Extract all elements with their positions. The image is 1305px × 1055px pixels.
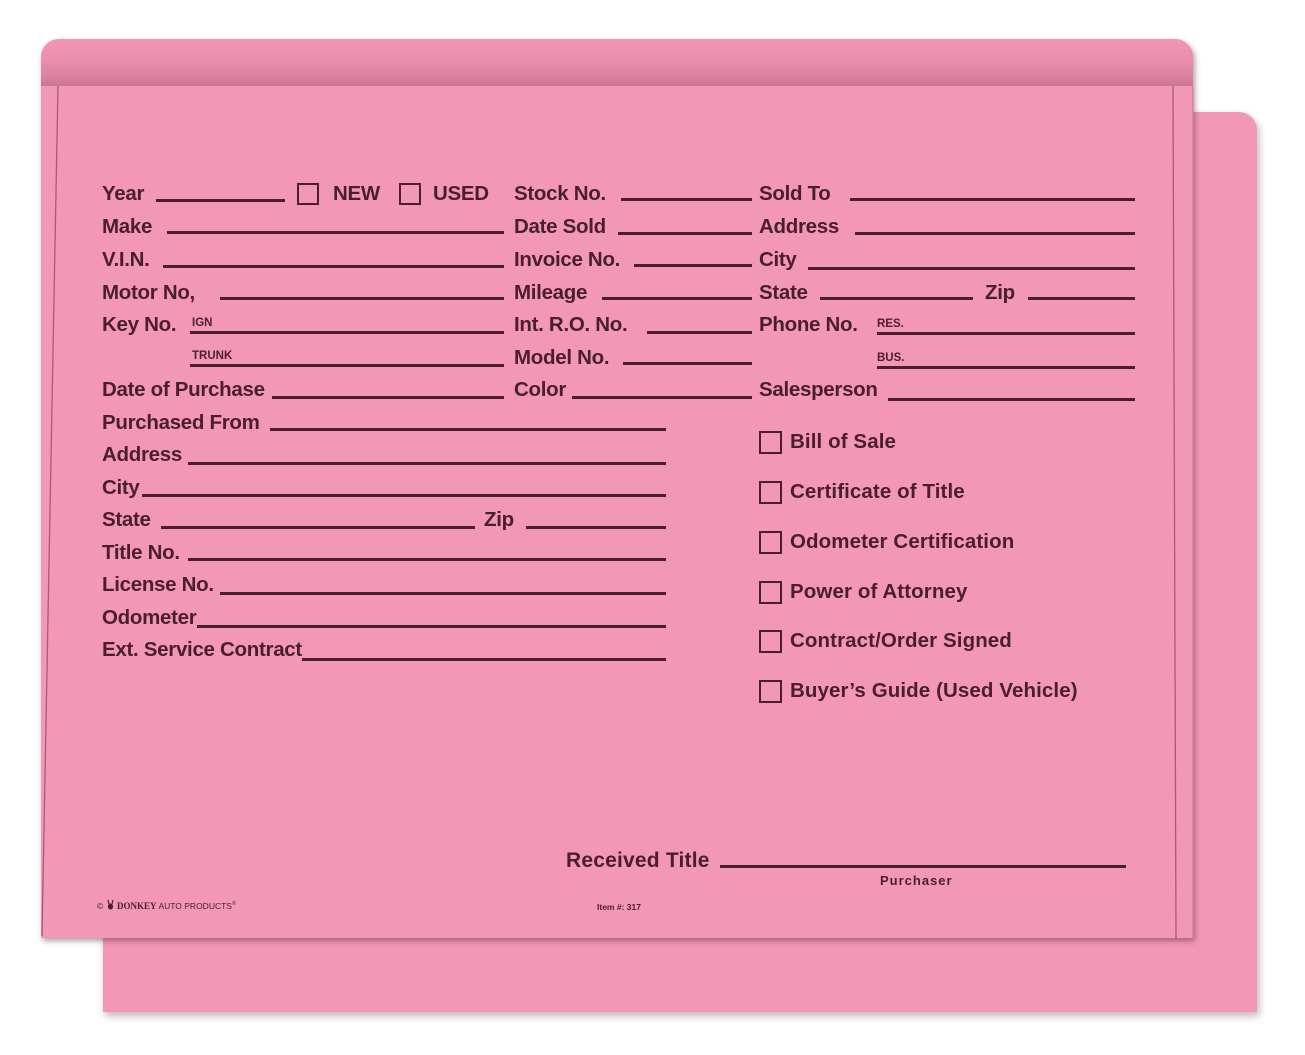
copyright-symbol: © xyxy=(97,901,104,911)
make-label: Make xyxy=(102,215,153,238)
trademark-symbol: ® xyxy=(231,901,236,908)
mileage-label: Mileage xyxy=(514,281,588,304)
received-title-label: Received Title xyxy=(566,849,710,872)
donkey-logo-icon xyxy=(106,900,115,910)
model-no-field[interactable] xyxy=(623,362,752,365)
brand-name: DONKEY xyxy=(117,901,157,911)
sold-to-label: Sold To xyxy=(759,182,831,205)
bill-of-sale-checkbox[interactable] xyxy=(759,431,782,454)
seller-city-field[interactable] xyxy=(142,494,666,497)
folder-top-flap xyxy=(41,39,1193,86)
motor-no-label: Motor No, xyxy=(102,281,195,304)
vin-label: V.I.N. xyxy=(102,248,150,271)
seller-zip-field[interactable] xyxy=(526,526,666,529)
seller-zip-label: Zip xyxy=(484,508,514,531)
item-number: Item #: 317 xyxy=(597,902,641,912)
trunk-label: TRUNK xyxy=(192,350,233,362)
certificate-of-title-checkbox[interactable] xyxy=(759,481,782,504)
used-checkbox[interactable] xyxy=(399,183,421,205)
trunk-key-field[interactable] xyxy=(190,364,504,367)
date-sold-label: Date Sold xyxy=(514,215,606,238)
power-of-attorney-checkbox[interactable] xyxy=(759,581,782,604)
invoice-no-label: Invoice No. xyxy=(514,248,621,271)
stock-no-field[interactable] xyxy=(621,198,752,201)
brand-mark xyxy=(97,900,236,911)
buyer-state-label: State xyxy=(759,281,808,304)
int-ro-no-field[interactable] xyxy=(647,331,752,334)
key-no-label: Key No. xyxy=(102,313,177,336)
seller-state-field[interactable] xyxy=(161,526,475,529)
color-label: Color xyxy=(514,378,567,401)
vin-field[interactable] xyxy=(163,265,504,268)
new-label: NEW xyxy=(333,182,380,205)
buyers-guide-label: Buyer’s Guide (Used Vehicle) xyxy=(790,679,1078,702)
color-field[interactable] xyxy=(572,396,752,399)
year-field[interactable] xyxy=(156,199,285,202)
license-no-label: License No. xyxy=(102,573,214,596)
new-checkbox[interactable] xyxy=(297,183,319,205)
seller-address-field[interactable] xyxy=(188,462,666,465)
date-of-purchase-field[interactable] xyxy=(272,396,504,399)
make-field[interactable] xyxy=(167,231,504,234)
buyer-address-label: Address xyxy=(759,215,839,238)
res-label: RES. xyxy=(877,318,904,330)
stock-no-label: Stock No. xyxy=(514,182,606,205)
phone-bus-field[interactable] xyxy=(877,366,1135,369)
contract-order-signed-label: Contract/Order Signed xyxy=(790,629,1012,652)
purchased-from-field[interactable] xyxy=(270,428,666,431)
date-of-purchase-label: Date of Purchase xyxy=(102,378,265,401)
bus-label: BUS. xyxy=(877,352,905,364)
motor-no-field[interactable] xyxy=(220,297,504,300)
buyer-city-field[interactable] xyxy=(808,267,1135,270)
invoice-no-field[interactable] xyxy=(634,264,752,267)
buyer-city-label: City xyxy=(759,248,797,271)
used-label: USED xyxy=(433,182,489,205)
salesperson-label: Salesperson xyxy=(759,378,878,401)
buyer-zip-field[interactable] xyxy=(1028,297,1135,300)
int-ro-no-label: Int. R.O. No. xyxy=(514,313,628,336)
model-no-label: Model No. xyxy=(514,346,610,369)
ext-service-contract-field[interactable] xyxy=(302,658,666,661)
power-of-attorney-label: Power of Attorney xyxy=(790,580,968,603)
buyers-guide-checkbox[interactable] xyxy=(759,680,782,703)
sold-to-field[interactable] xyxy=(850,198,1135,201)
front-folder-panel xyxy=(41,39,1193,938)
title-no-label: Title No. xyxy=(102,541,180,564)
brand-suffix: AUTO PRODUCTS xyxy=(158,901,232,911)
seller-city-label: City xyxy=(102,476,140,499)
odometer-certification-label: Odometer Certification xyxy=(790,530,1015,553)
certificate-of-title-label: Certificate of Title xyxy=(790,480,965,503)
odometer-field[interactable] xyxy=(197,625,666,628)
purchaser-signature-field[interactable] xyxy=(720,865,1126,868)
purchaser-caption: Purchaser xyxy=(880,873,953,888)
mileage-field[interactable] xyxy=(602,297,752,300)
buyer-address-field[interactable] xyxy=(855,232,1135,235)
date-sold-field[interactable] xyxy=(618,232,752,235)
buyer-state-field[interactable] xyxy=(820,297,973,300)
ign-key-field[interactable] xyxy=(190,331,504,334)
contract-order-signed-checkbox[interactable] xyxy=(759,630,782,653)
title-no-field[interactable] xyxy=(188,558,666,561)
phone-res-field[interactable] xyxy=(877,332,1135,335)
seller-state-label: State xyxy=(102,508,151,531)
year-label: Year xyxy=(102,182,145,205)
purchased-from-label: Purchased From xyxy=(102,411,260,434)
seller-address-label: Address xyxy=(102,443,182,466)
salesperson-field[interactable] xyxy=(888,398,1135,401)
ign-label: IGN xyxy=(192,317,213,329)
bill-of-sale-label: Bill of Sale xyxy=(790,430,897,453)
buyer-zip-label: Zip xyxy=(985,281,1015,304)
ext-service-contract-label: Ext. Service Contract xyxy=(102,638,302,661)
odometer-label: Odometer xyxy=(102,606,197,629)
odometer-certification-checkbox[interactable] xyxy=(759,531,782,554)
license-no-field[interactable] xyxy=(220,592,666,595)
phone-no-label: Phone No. xyxy=(759,313,858,336)
